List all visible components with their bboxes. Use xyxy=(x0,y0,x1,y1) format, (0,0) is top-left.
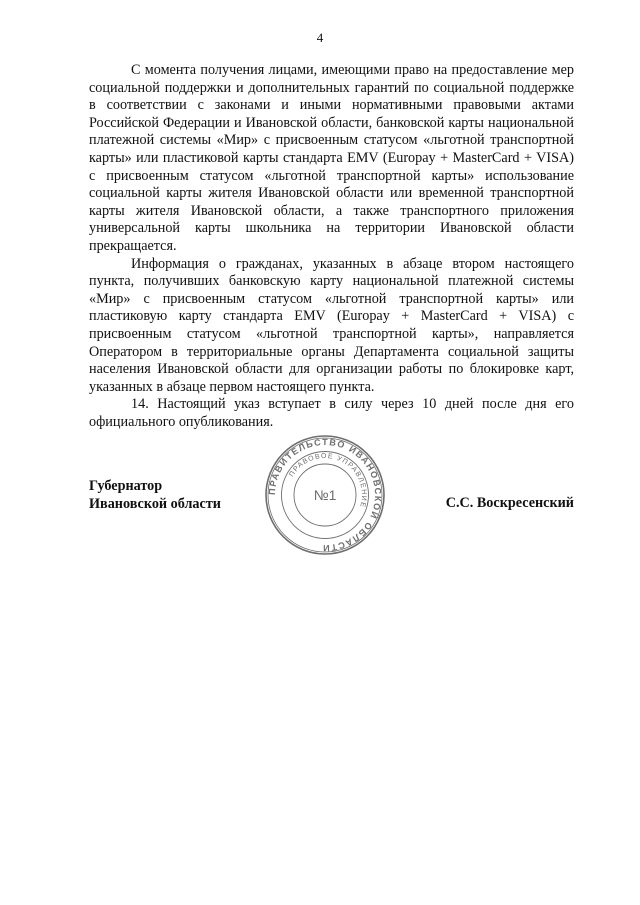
signatory-name: С.С. Воскресенский xyxy=(445,495,574,511)
seal-stamp-icon xyxy=(263,433,387,557)
signatory-title xyxy=(89,478,221,513)
paragraph-2: Информация о гражданах, указанных в абзаце втором настоящего пункта, получивших банковскую карту национальной платежной системы «Мир» с присвоенным статусом «льготной транспортной карты» или пластиковую карту стандарта EMV (Europay + MasterCard + VISA) с присвоенным статусом «льготной транспортной карты», направляется Оператором в территориальные органы Департамента социальной защиты населения Ивановской области для организации работы по блокировке карт, указанных в абзаце первом настоящего пункта. xyxy=(89,255,574,395)
signatory-title-line-1: Губернатор xyxy=(89,478,163,494)
paragraph-1: С момента получения лицами, имеющими право на предоставление мер социальной поддержки и дополнительных гарантий по социальной поддержке в соответствии с законами и иными нормативными правовыми актами Российской Федерации и Ивановской области, банковской карты национальной платежной системы «Мир» с присвоенным статусом «льготной транспортной карты» или пластиковой карты стандарта EMV (Europay + MasterCard + VISA) с присвоенным статусом «льготной транспортной карты» использование социальной карты жителя Ивановской области или временной транспортной карты жителя Ивановской области, а также транспортного приложения универсальной карты школьника на территории Ивановской области прекращается. xyxy=(89,62,574,254)
seal-number: №1 xyxy=(313,487,337,503)
page-number: 4 xyxy=(316,30,324,45)
signatory-title-line-2: Ивановской области xyxy=(89,495,221,512)
paragraph-3: 14. Настоящий указ вступает в силу через 10 дней после дня его официального опубликования. xyxy=(89,396,574,430)
seal-outer-textpath: ПРАВИТЕЛЬСТВО ИВАНОВСКОЙ ОБЛАСТИ xyxy=(266,436,384,554)
seal-inner-textpath: ПРАВОВОЕ УПРАВЛЕНИЕ xyxy=(288,452,368,509)
official-seal xyxy=(263,433,387,557)
document-body xyxy=(89,62,574,431)
